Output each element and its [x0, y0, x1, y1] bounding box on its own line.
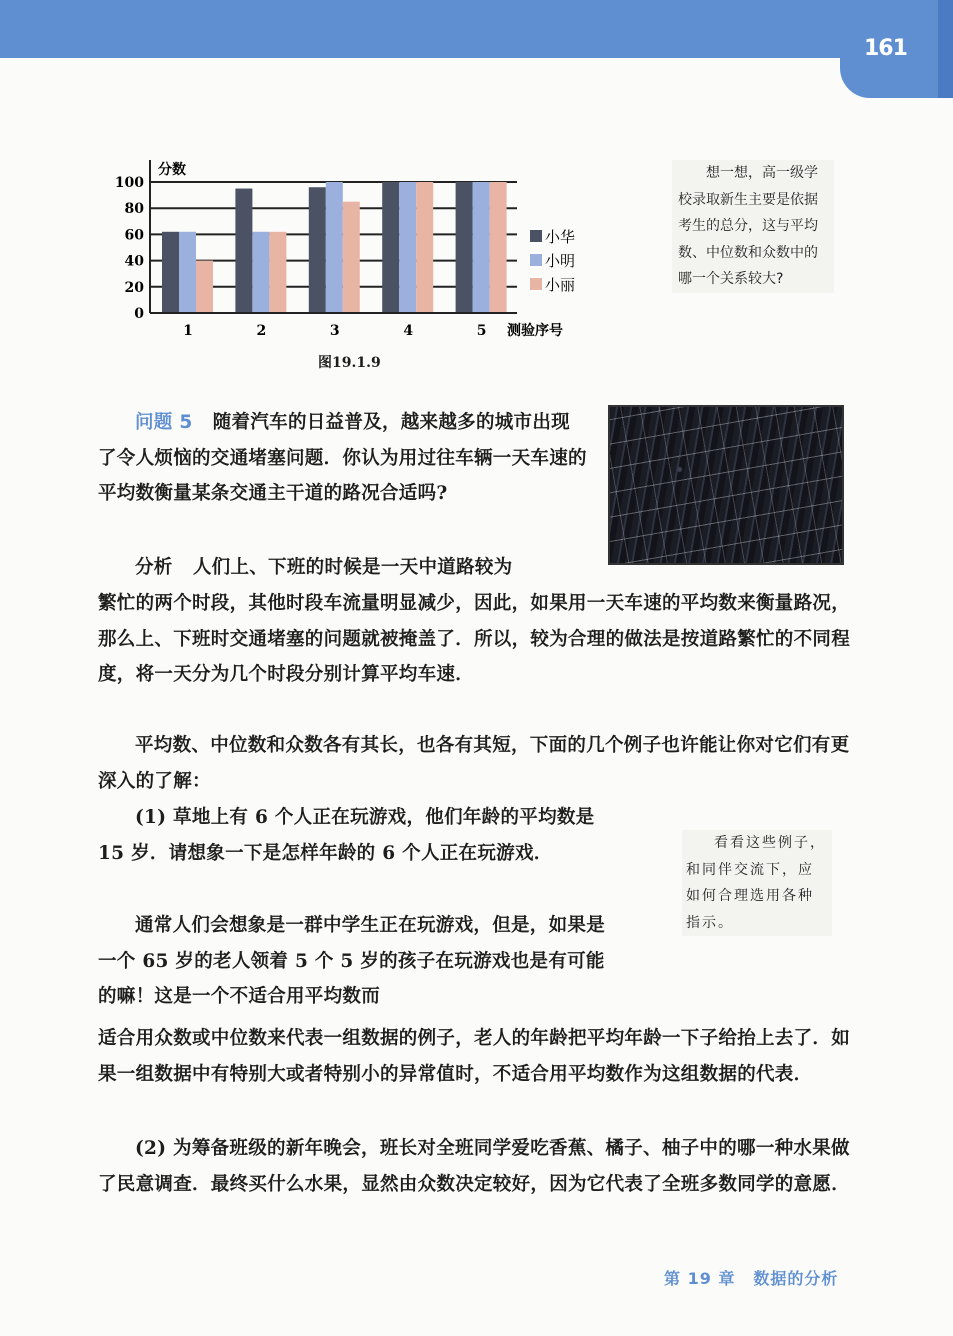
page-edge: [938, 0, 953, 98]
analysis-text-1: 人们上、下班的时候是一天中道路较为: [192, 557, 513, 578]
bar-3: [269, 232, 286, 313]
legend-swatch: [530, 254, 542, 266]
x-tick-label: 5: [476, 323, 487, 339]
bar-3: [196, 261, 213, 313]
legend-swatch: [530, 230, 542, 242]
bar-2: [252, 232, 269, 313]
bar-2: [399, 182, 416, 313]
bar-1: [162, 232, 179, 313]
example-1: (1) 草地上有 6 个人正在玩游戏，他们年龄的平均数是 15 岁．请想象一下是怎样年龄的 6 个人正在玩游戏．: [98, 807, 595, 864]
bar-2: [179, 232, 196, 313]
y-axis-title: 分数: [158, 162, 186, 178]
x-tick-label: 4: [403, 323, 414, 339]
legend-label: 小丽: [545, 276, 576, 294]
bar-1: [456, 182, 473, 313]
bar-chart: [100, 150, 600, 350]
analysis-part1: [98, 550, 588, 586]
figure-caption: 图19.1.9: [318, 355, 381, 371]
chapter-title: 数据的分析: [753, 1269, 839, 1288]
bar-3: [416, 182, 433, 313]
side-note-think: 想一想，高一级学校录取新生主要是依据考生的总分，这与平均数、中位数和众数中的哪一个关系较大?: [672, 160, 834, 293]
bar-2: [473, 182, 490, 313]
bar-1: [382, 182, 399, 313]
x-axis-title: 测验序号: [507, 323, 563, 339]
legend-swatch: [530, 278, 542, 290]
analysis-label: 分析: [135, 557, 173, 578]
bar-1: [309, 187, 326, 313]
y-tick-label: 40: [124, 253, 144, 270]
y-tick-label: 100: [114, 175, 144, 191]
x-tick-label: 1: [183, 323, 193, 339]
y-tick-label: 80: [124, 201, 144, 218]
page-number: 161: [864, 36, 907, 61]
example-2: (2) 为筹备班级的新年晚会，班长对全班同学爱吃香蕉、橘子、柚子中的哪一种水果做了民意调查．最终买什么水果，显然由众数决定较好，因为它代表了全班多数同学的意愿．: [98, 1138, 851, 1195]
y-tick-label: 0: [134, 306, 144, 322]
y-tick-label: 60: [124, 227, 144, 244]
problem-text: 随着汽车的日益普及，越来越多的城市出现了令人烦恼的交通堵塞问题．你认为用过往车辆一天车速的平均数衡量某条交通主干道的路况合适吗?: [98, 412, 587, 504]
legend-label: 小华: [545, 228, 576, 246]
problem-5: [98, 405, 588, 512]
chapter-number: 第 19 章: [664, 1269, 736, 1288]
header-band: [0, 0, 953, 58]
bar-1: [235, 189, 252, 313]
example-1-explain-part2: 适合用众数或中位数来代表一组数据的例子，老人的年龄把平均年龄一下子给抬上去了．如果一组数据中有特别大或者特别小的异常值时，不适合用平均数作为这组数据的代表．: [98, 1028, 851, 1085]
analysis-part2: 繁忙的两个时段，其他时段车流量明显减少，因此，如果用一天车速的平均数来衡量路况，那么上、下班时交通堵塞的问题就被掩盖了．所以，较为合理的做法是按道路繁忙的不同程度，将一天分为几个时段分别计算平均车速．: [98, 593, 851, 685]
y-tick-label: 20: [124, 279, 144, 296]
x-tick-label: 3: [329, 323, 340, 339]
bar-3: [343, 202, 360, 313]
chapter-footer: [664, 1266, 838, 1289]
x-tick-label: 2: [256, 323, 267, 339]
bar-3: [490, 182, 507, 313]
problem-label: 问题 5: [135, 412, 193, 433]
intro-paragraph: 平均数、中位数和众数各有其长，也各有其短，下面的几个例子也许能让你对它们有更深入的了解：: [98, 735, 850, 792]
side-note-examples: 看看这些例子，和同伴交流下，应如何合理选用各种指示。: [682, 830, 832, 936]
traffic-jam-photo: [608, 405, 844, 565]
example-1-explain-part1: 通常人们会想象是一群中学生正在玩游戏，但是，如果是一个 65 岁的老人领着 5 个 5 岁的孩子在玩游戏也是有可能的嘛！这是一个不适合用平均数而: [98, 915, 606, 1007]
bar-2: [326, 182, 343, 313]
legend-label: 小明: [545, 252, 576, 270]
